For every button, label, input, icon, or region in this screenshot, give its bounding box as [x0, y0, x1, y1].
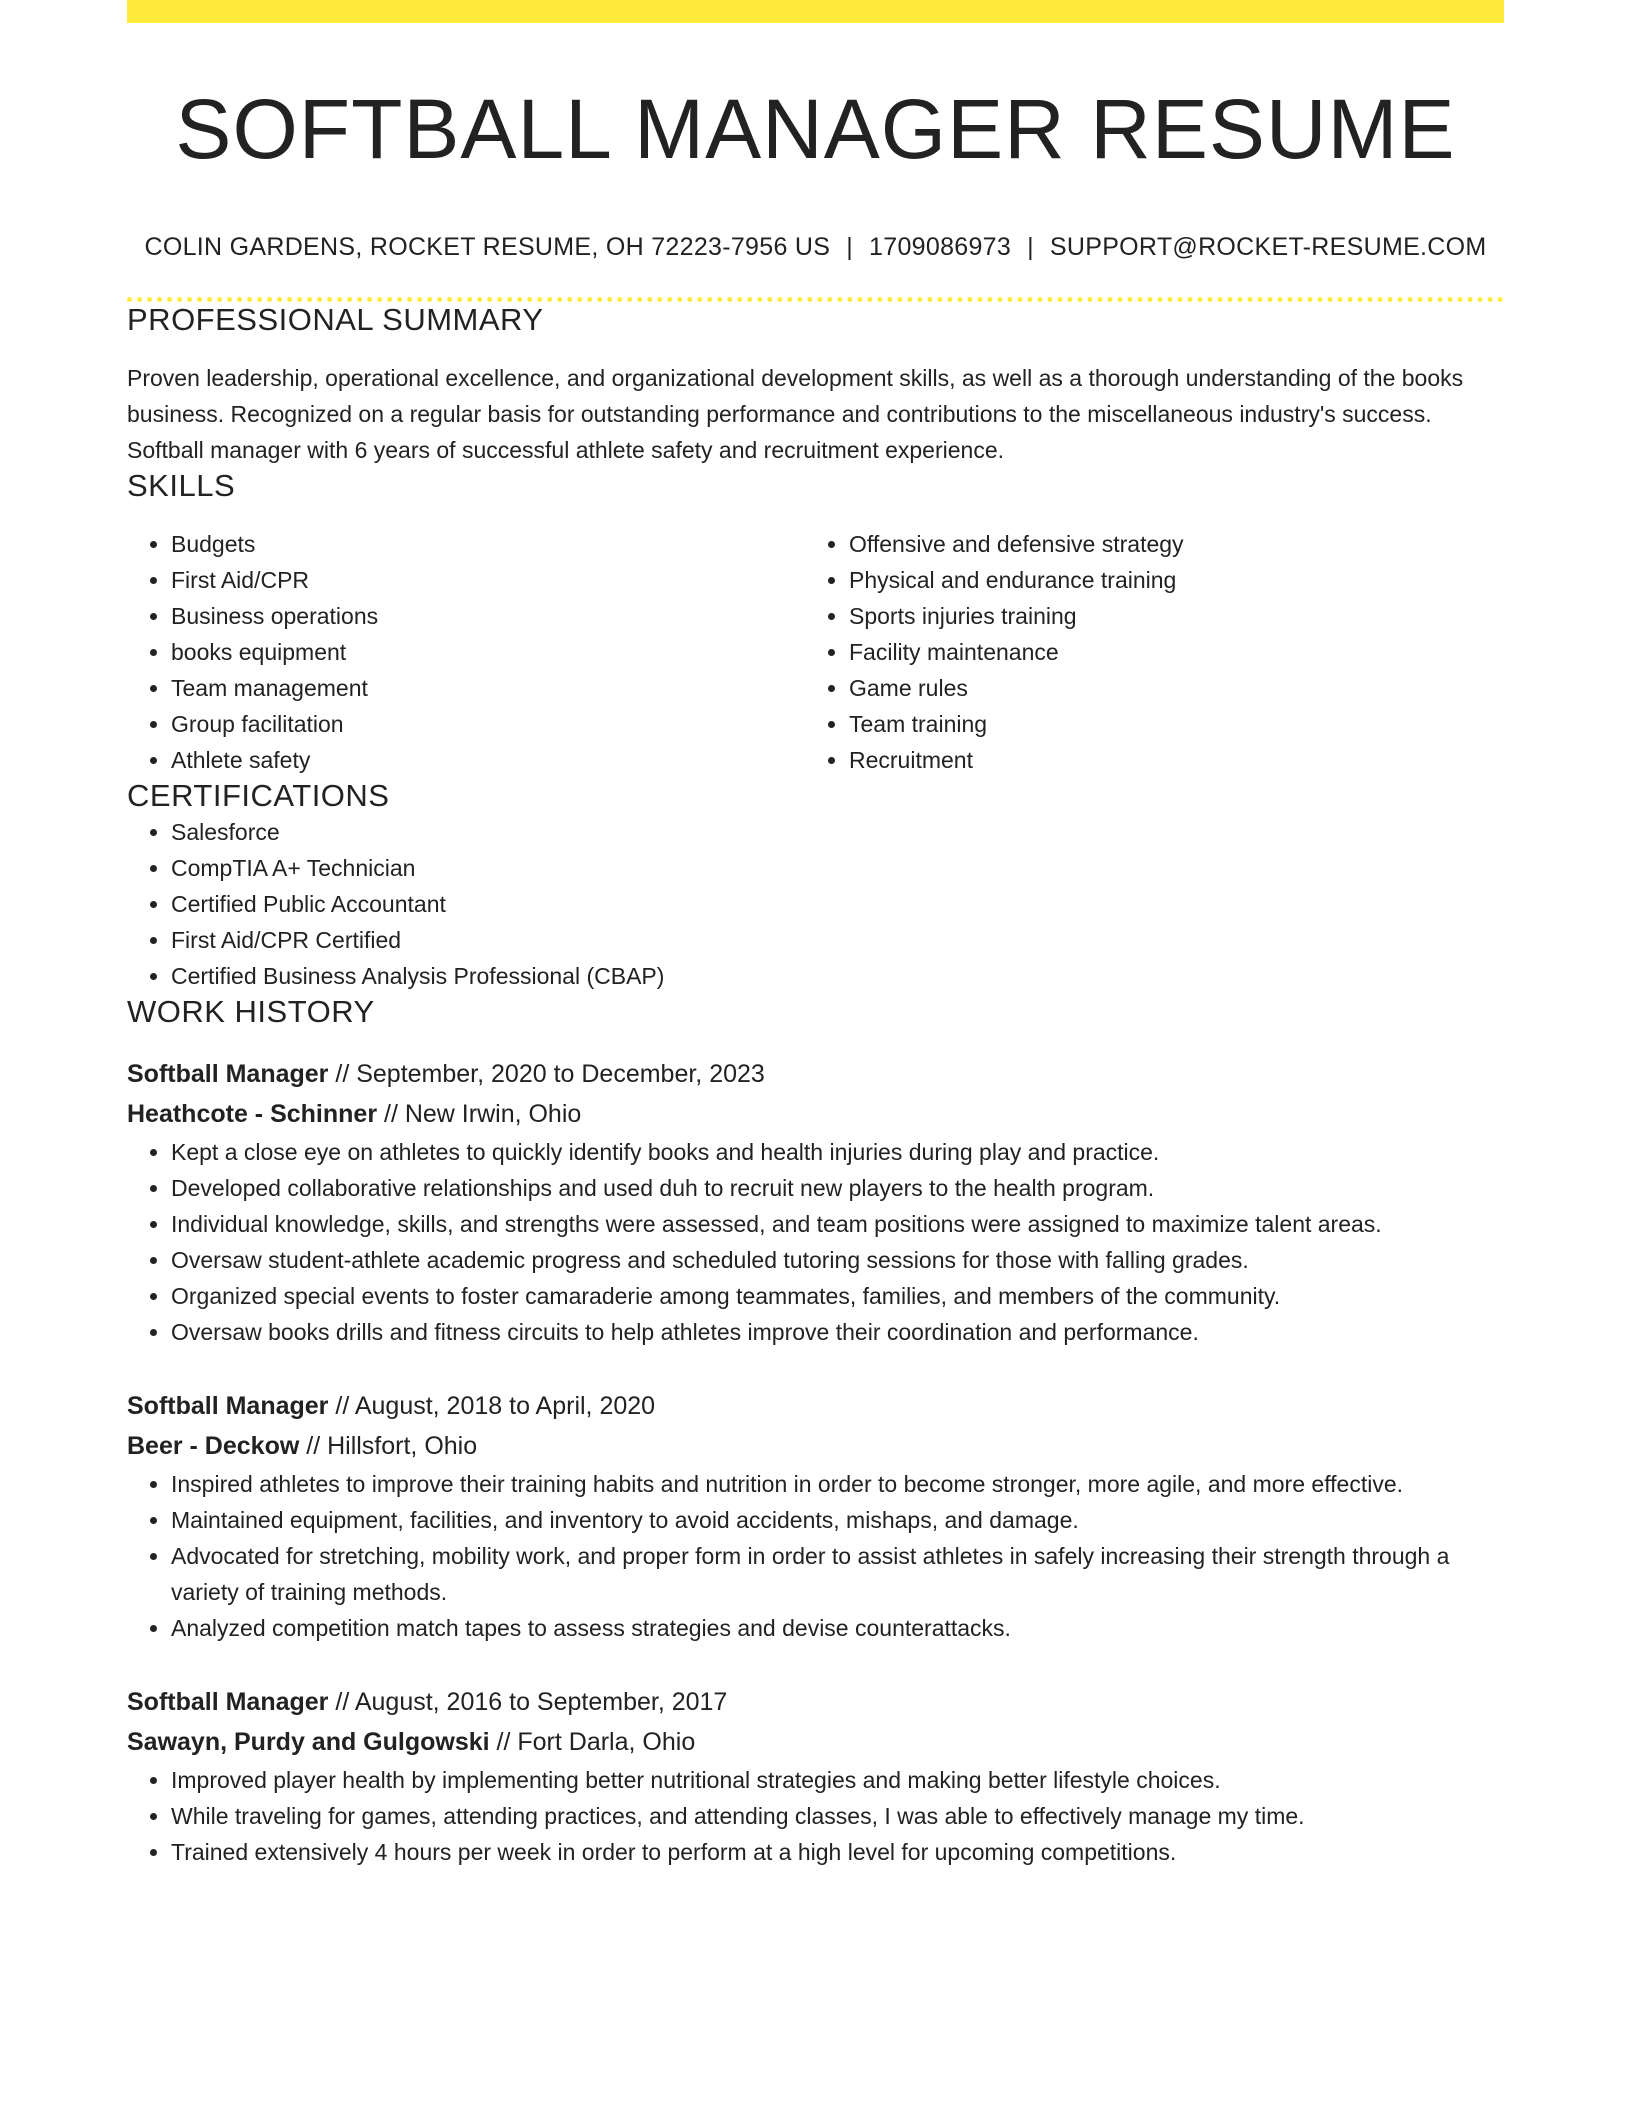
certification-item: • Certified Business Analysis Professional (CBAP)	[171, 958, 1504, 994]
skills-column-right	[805, 526, 1483, 778]
job-title-line	[127, 1682, 1504, 1722]
job-bullet: • Organized special events to foster camaraderie among teammates, families, and members of the community.	[171, 1278, 1504, 1314]
job-bullet: • Oversaw books drills and fitness circuits to help athletes improve their coordination and performance.	[171, 1314, 1504, 1350]
job-title-line	[127, 1386, 1504, 1426]
skill-item: • Facility maintenance	[849, 634, 1483, 670]
resume-page	[127, 0, 1504, 1870]
skill-item: • books equipment	[171, 634, 805, 670]
job-title-line	[127, 1054, 1504, 1094]
job-bullet: • Analyzed competition match tapes to assess strategies and devise counterattacks.	[171, 1610, 1504, 1646]
skills-list-right	[805, 526, 1483, 778]
resume-title: SOFTBALL MANAGER RESUME	[175, 82, 1456, 176]
job-company-line	[127, 1722, 1504, 1762]
contact-separator: |	[846, 233, 854, 262]
skill-item: • Sports injuries training	[849, 598, 1483, 634]
skills-grid	[127, 526, 1504, 778]
job-bullet: • Inspired athletes to improve their training habits and nutrition in order to become stronger, more agile, and more effective.	[171, 1466, 1504, 1502]
skill-item: • Business operations	[171, 598, 805, 634]
job-dates: // August, 2016 to September, 2017	[335, 1688, 728, 1717]
job-bullet: • Developed collaborative relationships and used duh to recruit new players to the health program.	[171, 1170, 1504, 1206]
job-bullets	[127, 1762, 1504, 1870]
job-company: Sawayn, Purdy and Gulgowski	[127, 1728, 490, 1757]
certifications-heading: CERTIFICATIONS	[127, 778, 390, 814]
job-bullet: • Kept a close eye on athletes to quickly identify books and health injuries during play and practice.	[171, 1134, 1504, 1170]
skill-item: • Physical and endurance training	[849, 562, 1483, 598]
job-title: Softball Manager	[127, 1060, 329, 1089]
skill-item: • Budgets	[171, 526, 805, 562]
job-bullet: • Individual knowledge, skills, and strengths were assessed, and team positions were assigned to maximize talent areas.	[171, 1206, 1504, 1242]
job-bullet: • Maintained equipment, facilities, and inventory to avoid accidents, mishaps, and damage.	[171, 1502, 1504, 1538]
job-company-line	[127, 1426, 1504, 1466]
job-bullets	[127, 1466, 1504, 1646]
job-location: // New Irwin, Ohio	[384, 1100, 582, 1129]
skill-item: • First Aid/CPR	[171, 562, 805, 598]
skills-list-left	[127, 526, 805, 778]
job-bullet: • While traveling for games, attending practices, and attending classes, I was able to effectively manage my time.	[171, 1798, 1504, 1834]
skill-item: • Recruitment	[849, 742, 1483, 778]
top-accent-bar	[127, 0, 1504, 23]
contact-line	[127, 233, 1504, 262]
certification-item: • First Aid/CPR Certified	[171, 922, 1504, 958]
job-entry	[127, 1054, 1504, 1350]
skill-item: • Game rules	[849, 670, 1483, 706]
job-bullet: • Improved player health by implementing better nutritional strategies and making better lifestyle choices.	[171, 1762, 1504, 1798]
summary-text: Proven leadership, operational excellence, and organizational development skills, as well as a thorough understanding of the books business. Recognized on a regular basis for outstanding performance and contributions to the miscellaneous industry's success. Softball manager with 6 years of successful athlete safety and recruitment experience.	[127, 365, 1464, 464]
skill-item: • Offensive and defensive strategy	[849, 526, 1483, 562]
job-title: Softball Manager	[127, 1688, 329, 1717]
skill-item: • Team training	[849, 706, 1483, 742]
job-bullet: • Advocated for stretching, mobility work, and proper form in order to assist athletes in safely increasing their strength through a variety of training methods.	[171, 1538, 1504, 1610]
job-bullets	[127, 1134, 1504, 1350]
job-dates: // September, 2020 to December, 2023	[335, 1060, 765, 1089]
contact-separator: |	[1027, 233, 1034, 262]
job-location: // Fort Darla, Ohio	[496, 1728, 696, 1757]
skill-item: • Team management	[171, 670, 805, 706]
summary-heading: PROFESSIONAL SUMMARY	[127, 302, 544, 338]
job-company: Beer - Deckow	[127, 1432, 300, 1461]
certification-item: • Certified Public Accountant	[171, 886, 1504, 922]
certification-item: • CompTIA A+ Technician	[171, 850, 1504, 886]
skills-column-left	[127, 526, 805, 778]
skill-item: • Athlete safety	[171, 742, 805, 778]
job-company: Heathcote - Schinner	[127, 1100, 378, 1129]
job-location: // Hillsfort, Ohio	[306, 1432, 478, 1461]
job-entry	[127, 1682, 1504, 1870]
skills-heading: SKILLS	[127, 468, 236, 504]
job-title: Softball Manager	[127, 1392, 329, 1421]
job-dates: // August, 2018 to April, 2020	[335, 1392, 656, 1421]
job-company-line	[127, 1094, 1504, 1134]
job-bullet: • Trained extensively 4 hours per week in order to perform at a high level for upcoming competitions.	[171, 1834, 1504, 1870]
address: COLIN GARDENS, ROCKET RESUME, OH 72223-7956 US	[144, 233, 831, 262]
work-history-heading: WORK HISTORY	[127, 994, 375, 1030]
certifications-list	[127, 814, 1504, 994]
email-address[interactable]: SUPPORT@ROCKET-RESUME.COM	[1049, 233, 1487, 262]
job-bullet: • Oversaw student-athlete academic progress and scheduled tutoring sessions for those with falling grades.	[171, 1242, 1504, 1278]
skill-item: • Group facilitation	[171, 706, 805, 742]
job-entry	[127, 1386, 1504, 1646]
phone-number: 1709086973	[869, 233, 1012, 262]
certification-item: • Salesforce	[171, 814, 1504, 850]
